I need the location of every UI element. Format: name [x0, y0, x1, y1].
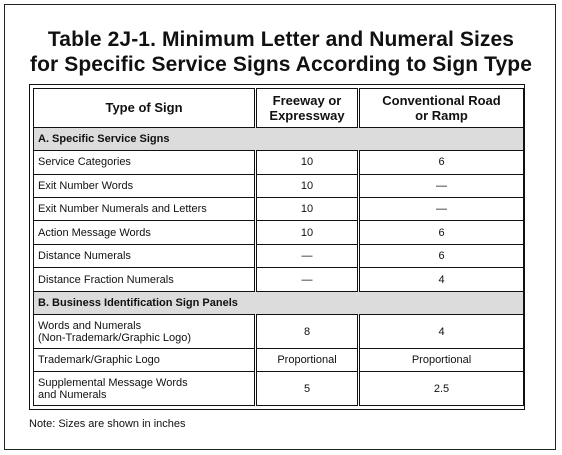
row-label: Service Categories: [34, 151, 256, 174]
freeway-value: 10: [256, 221, 359, 244]
conventional-value: 6: [359, 151, 524, 174]
header-conventional-line-2: or Ramp: [415, 107, 468, 123]
row-label-line-1: Supplemental Message Words: [38, 376, 188, 389]
header-conventional-line-1: Conventional Road: [382, 92, 501, 108]
section-title: A. Specific Service Signs: [34, 127, 524, 150]
conventional-value: 2.5: [359, 372, 524, 406]
row-label: Distance Numerals: [34, 244, 256, 267]
freeway-value: —: [256, 268, 359, 291]
row-label: Exit Number Words: [34, 174, 256, 197]
freeway-value: 8: [256, 315, 359, 349]
freeway-value: Proportional: [256, 348, 359, 371]
section-row-b: [34, 291, 524, 314]
table-row: [34, 268, 524, 291]
row-label: Distance Fraction Numerals: [34, 268, 256, 291]
table-title: [5, 27, 557, 77]
freeway-value: —: [256, 244, 359, 267]
freeway-value: 10: [256, 174, 359, 197]
conventional-value: Proportional: [359, 348, 524, 371]
row-label-line-1: Words and Numerals: [38, 319, 142, 332]
sign-size-table-border: [29, 84, 525, 410]
row-label: Trademark/Graphic Logo: [34, 348, 256, 371]
table-row: [34, 372, 524, 406]
header-freeway-line-2: Expressway: [269, 107, 345, 123]
header-freeway: [256, 89, 359, 128]
table-row: [34, 198, 524, 221]
title-line-1: Table 2J-1. Minimum Letter and Numeral Sizes: [47, 28, 515, 51]
row-label-line-2: and Numerals: [38, 388, 107, 401]
conventional-value: 6: [359, 244, 524, 267]
freeway-value: 10: [256, 151, 359, 174]
section-title: B. Business Identification Sign Panels: [34, 291, 524, 314]
sign-size-table: [33, 88, 524, 406]
table-row: [34, 315, 524, 349]
title-line-2: for Specific Service Signs According to Sign Type: [29, 53, 532, 76]
row-label: [34, 315, 256, 349]
conventional-value: 6: [359, 221, 524, 244]
freeway-value: 5: [256, 372, 359, 406]
table-row: [34, 244, 524, 267]
row-label: [34, 372, 256, 406]
conventional-value: 4: [359, 315, 524, 349]
conventional-value: —: [359, 198, 524, 221]
table-row: [34, 348, 524, 371]
table-row: [34, 151, 524, 174]
table-note: Note: Sizes are shown in inches: [29, 418, 186, 430]
freeway-value: 10: [256, 198, 359, 221]
table-row: [34, 174, 524, 197]
conventional-value: —: [359, 174, 524, 197]
section-row-a: [34, 127, 524, 150]
conventional-value: 4: [359, 268, 524, 291]
header-freeway-line-1: Freeway or: [272, 92, 342, 108]
header-row: [34, 89, 524, 128]
table-row: [34, 221, 524, 244]
header-conventional: [359, 89, 524, 128]
header-type-of-sign: Type of Sign: [34, 89, 256, 128]
row-label: Exit Number Numerals and Letters: [34, 198, 256, 221]
row-label: Action Message Words: [34, 221, 256, 244]
row-label-line-2: (Non-Trademark/Graphic Logo): [38, 331, 192, 344]
